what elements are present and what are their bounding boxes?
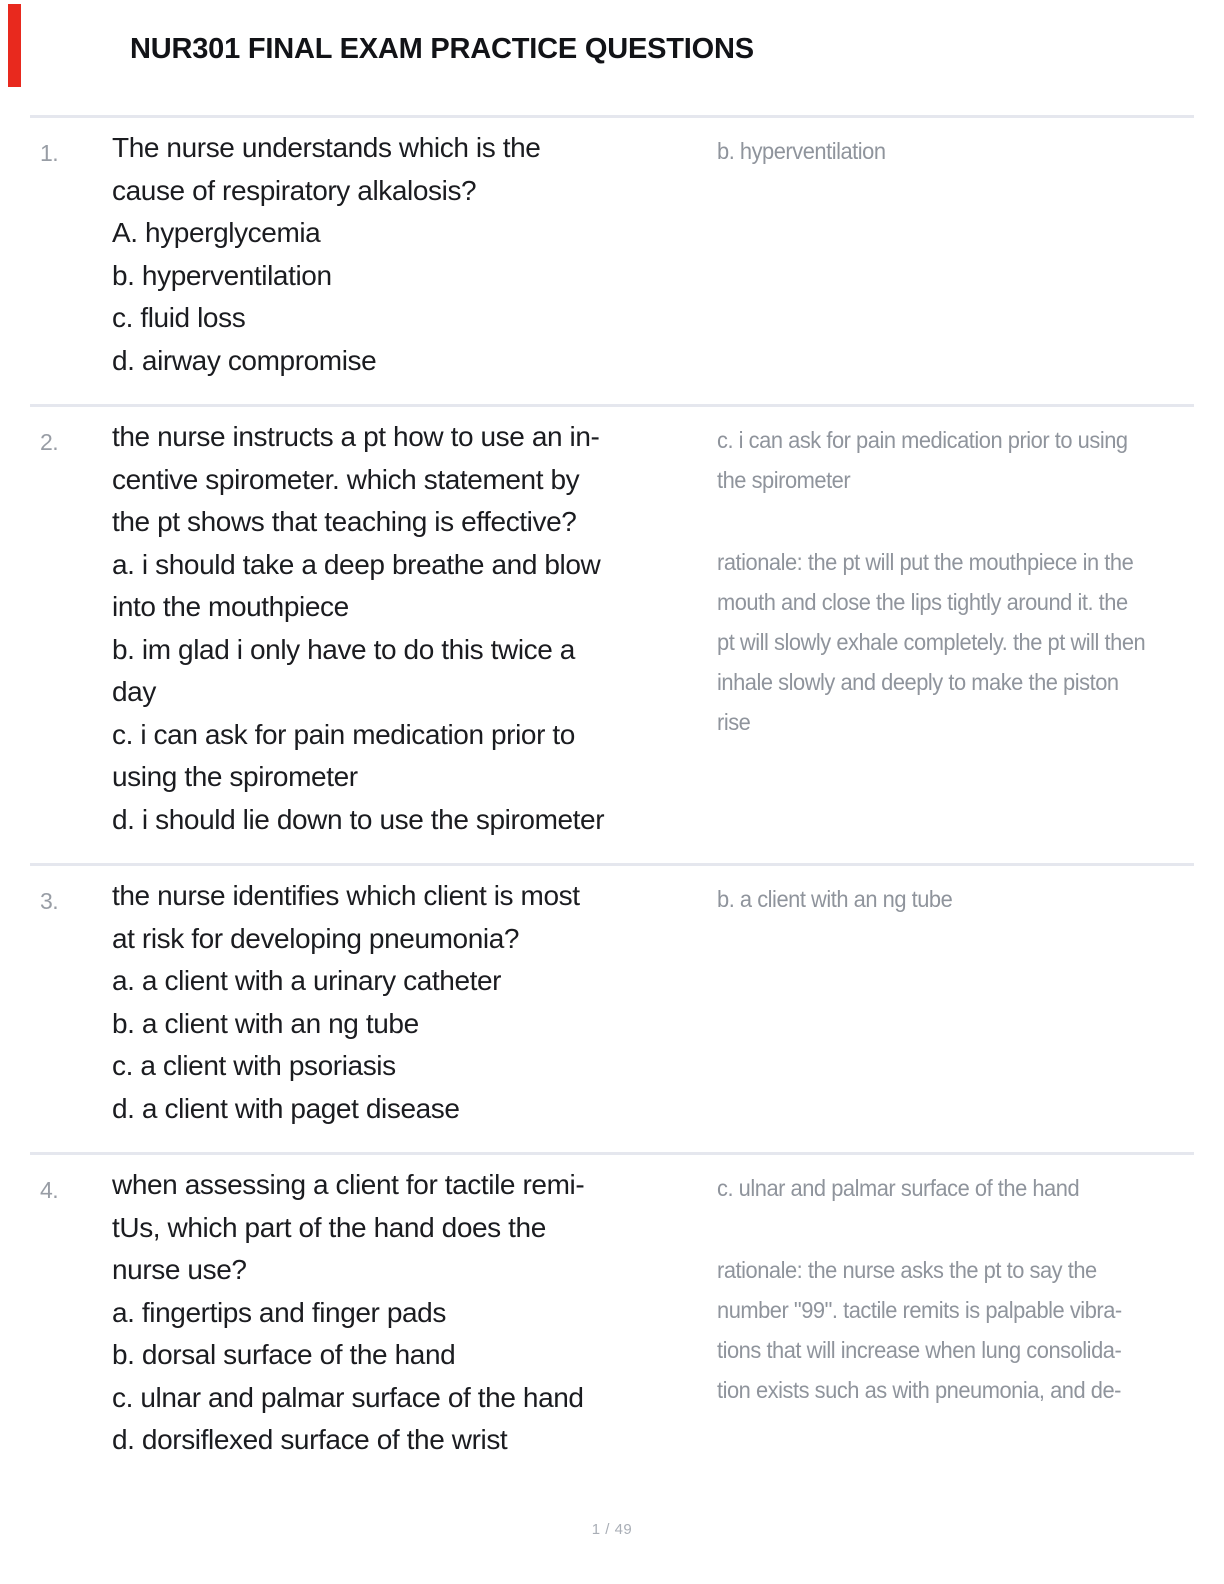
answer-column: [715, 1164, 1194, 1410]
page-title: NUR301 FINAL EXAM PRACTICE QUESTIONS: [130, 33, 754, 65]
question-text: The nurse understands which is the cause of respiratory alkalosis? A. hyperglycemia b. hyperventilation c. fluid loss d. airway compromise: [112, 132, 541, 376]
question-row-1: [30, 115, 1194, 404]
rationale-text: rationale: the nurse asks the pt to say the number "99". tactile remits is palpable vibra- tions that will increase when lung consolida- tion exists such as with pneumonia, and de-: [717, 1257, 1122, 1403]
rationale-text: rationale: the pt will put the mouthpiece in the mouth and close the lips tightly around it. the pt will slowly exhale completely. the pt will then inhale slowly and deeply to make the piston rise: [717, 549, 1146, 735]
answer-text: c. ulnar and palmar surface of the hand: [717, 1175, 1080, 1201]
question-number: 2.: [40, 429, 59, 455]
question-number: 4.: [40, 1177, 59, 1203]
question-number: 3.: [40, 888, 59, 914]
question-text: when assessing a client for tactile remi- tUs, which part of the hand does the nurse use? a. fingertips and finger pads b. dorsal surface of the hand c. ulnar and palmar surface of the hand d. dorsiflexed surface of the wrist: [112, 1169, 585, 1455]
question-list: [30, 115, 1194, 1484]
question-row-3: [30, 863, 1194, 1152]
red-marker-bar: [8, 4, 21, 87]
answer-text: b. hyperventilation: [717, 138, 886, 164]
answer-text: c. i can ask for pain medication prior to using the spirometer: [717, 427, 1128, 493]
document-header: [0, 0, 1224, 115]
question-row-4: [30, 1152, 1194, 1484]
question-text: the nurse identifies which client is most at risk for developing pneumonia? a. a client with a urinary catheter b. a client with an ng tube c. a client with psoriasis d. a client with paget disease: [112, 880, 580, 1124]
answer-column: [715, 416, 1194, 742]
answer-column: [715, 875, 1194, 919]
question-row-2: [30, 404, 1194, 863]
question-text: the nurse instructs a pt how to use an in- centive spirometer. which statement by the pt shows that teaching is effective? a. i should take a deep breathe and blow into the mouthpiece b. im glad i only have to do this twice a day c. i can ask for pain medication prior to using the spirometer d. i should lie down to use the spirometer: [112, 421, 605, 835]
answer-text: b. a client with an ng tube: [717, 886, 953, 912]
question-number: 1.: [40, 140, 59, 166]
page-indicator: 1 / 49: [591, 1521, 633, 1538]
answer-column: [715, 127, 1194, 171]
